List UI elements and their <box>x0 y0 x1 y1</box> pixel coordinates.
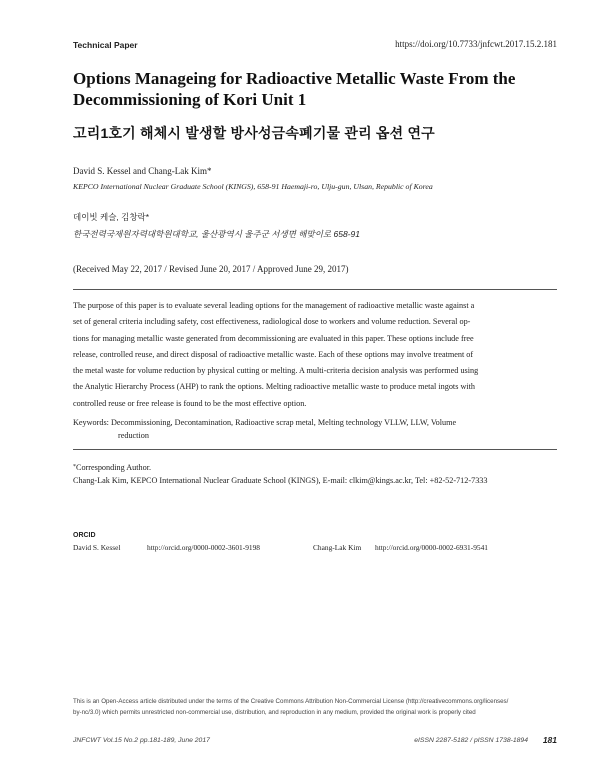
abstract-line: release, controlled reuse, and direct disposal of radioactive metallic waste. Each of these options may involve treatment of <box>73 349 474 359</box>
abstract-line: set of general criteria including safety, cost effectiveness, radiological dose to workers and volume reduction. Several op- <box>73 317 471 327</box>
section-tag: Technical Paper <box>73 40 138 50</box>
license-line-2: by-nc/3.0) which permits unrestricted non-commercial use, distribution, and reproduction in any medium, provided the original work is properly cited <box>73 708 476 716</box>
title-line-2: Decommissioning of Kori Unit 1 <box>73 90 307 109</box>
orcid-link[interactable]: http://orcid.org/0000-0002-6931-9541 <box>375 543 488 552</box>
corresponding-author <box>73 461 487 487</box>
license-line-1: This is an Open-Access article distributed under the terms of the Creative Commons Attribution Non-Commercial License (http://creativecommons.org/licenses/ <box>73 698 509 705</box>
keywords-line-2: reduction <box>118 431 149 440</box>
korean-affiliation: 한국전력국제원자력대학원대학교, 울산광역시 울주군 서생면 해맞이로 658-91 <box>73 229 360 239</box>
abstract-bottom-rule <box>73 449 557 450</box>
corresponding-text: Corresponding Author. <box>76 463 152 472</box>
license-footnote <box>73 697 563 718</box>
abstract-line: controlled reuse or free release is found to be the most effective option. <box>73 398 307 408</box>
author-affiliation: KEPCO International Nuclear Graduate School (KINGS), 658-91 Haemaji-ro, Ulju-gun, Ulsan, Republic of Korea <box>73 182 433 191</box>
abstract-line: the metal waste for volume reduction by physical cutting or melting. A multi-criteria decision analysis was performed using <box>73 366 479 376</box>
orcid-heading: ORCID <box>73 532 96 539</box>
asterisk-mark: * <box>73 464 76 470</box>
keywords-line-1: Keywords: Decommissioning, Decontamination, Radioactive scrap metal, Melting technology VLLW, LLW, Volume <box>73 418 457 427</box>
abstract-line: The purpose of this paper is to evaluate several leading options for the management of radioactive metallic waste against a <box>73 301 475 310</box>
abstract-line: the Analytic Hierarchy Process (AHP) to rank the options. Melting radioactive metallic waste to produce metal ingots with <box>73 382 475 392</box>
doi-link[interactable]: https://doi.org/10.7733/jnfcwt.2017.15.2.181 <box>395 39 557 49</box>
orcid-link[interactable]: http://orcid.org/0000-0002-3601-9198 <box>147 543 260 552</box>
page-number: 181 <box>542 735 557 745</box>
title-line-1: Options Manageing for Radioactive Metallic Waste From the <box>73 69 516 88</box>
corresponding-label <box>73 461 487 474</box>
abstract-top-rule <box>73 289 557 290</box>
abstract-line: tions for managing metallic waste generated from decommissioning are evaluated in this paper. These options include free <box>73 333 474 343</box>
orcid-name: David S. Kessel <box>73 543 121 552</box>
orcid-name: Chang-Lak Kim <box>313 543 362 552</box>
author-list: David S. Kessel and Chang-Lak Kim* <box>73 166 212 176</box>
paper-title <box>73 68 543 110</box>
korean-title: 고리1호기 해체시 발생할 방사성금속폐기물 관리 옵션 연구 <box>73 125 435 141</box>
keywords <box>73 416 557 442</box>
abstract <box>73 298 557 412</box>
received-dates: (Received May 22, 2017 / Revised June 20, 2017 / Approved June 29, 2017) <box>73 264 349 274</box>
korean-author-list: 데이빗 케슬, 김창락* <box>73 212 150 222</box>
issn-info: eISSN 2287-5182 / pISSN 1738-1894 <box>414 737 528 744</box>
corresponding-detail: Chang-Lak Kim, KEPCO International Nuclear Graduate School (KINGS), E-mail: clkim@kings.ac.kr, Tel: +82-52-712-7333 <box>73 476 488 485</box>
journal-citation: JNFCWT Vol.15 No.2 pp.181-189, June 2017 <box>73 737 210 744</box>
